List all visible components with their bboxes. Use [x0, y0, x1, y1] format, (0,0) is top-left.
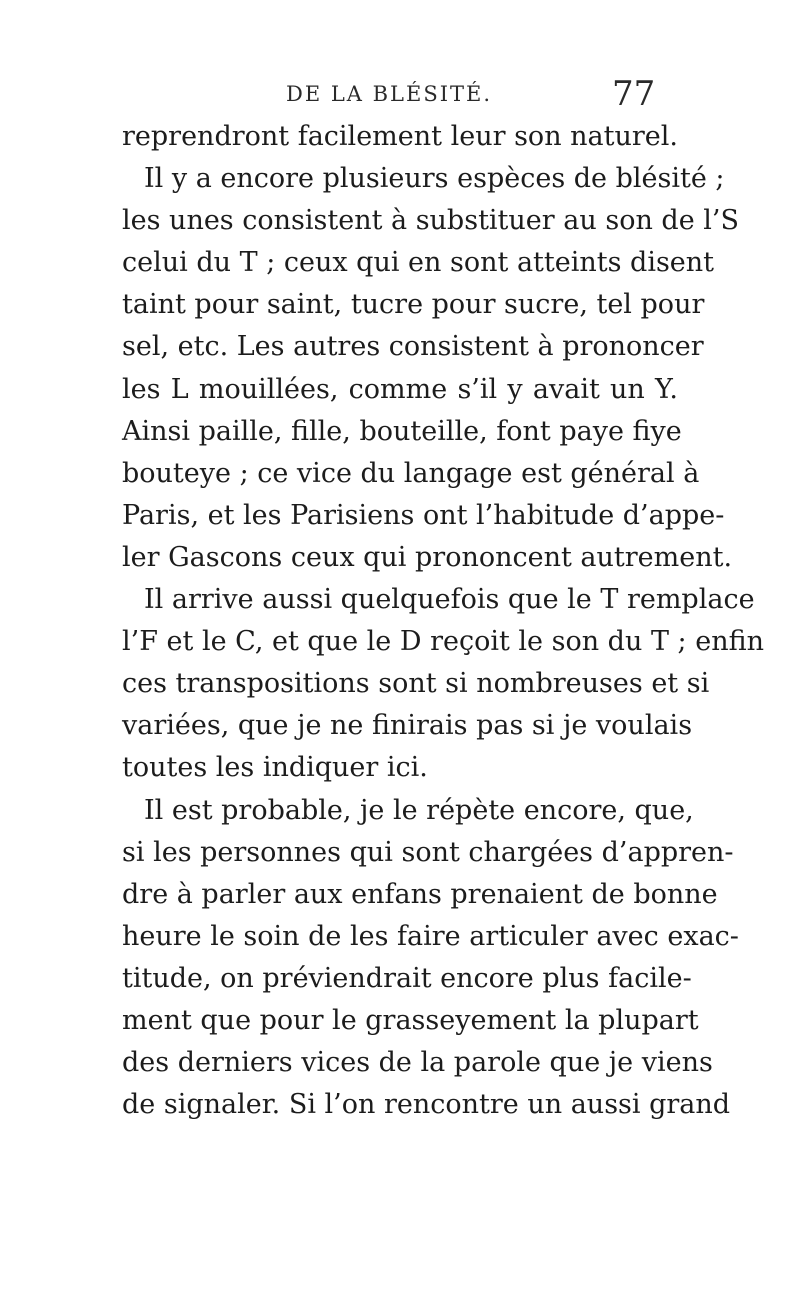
text-line: des derniers vices de la parole que je viens — [122, 1047, 713, 1079]
text-line: ces transpositions sont si nombreuses et si — [122, 668, 710, 700]
text-line: les L mouillées, comme s’il y avait un Y. — [122, 373, 678, 405]
text-line: heure le soin de les faire articuler avec exac- — [122, 920, 739, 952]
text-line: Il arrive aussi quelquefois que le T remplace — [144, 584, 755, 616]
text-line: Ainsi paille, fille, bouteille, font paye fiye — [122, 415, 682, 447]
text-line: ler Gascons ceux qui prononcent autrement. — [122, 541, 733, 573]
text-line: Il est probable, je le répète encore, que, — [144, 794, 694, 826]
text-line: reprendront facilement leur son naturel. — [122, 121, 678, 152]
text-line: ment que pour le grasseyement la plupart — [122, 1004, 699, 1036]
text-line: toutes les indiquer ici. — [122, 752, 428, 784]
running-title: DE LA BLÉSITÉ. — [286, 82, 493, 106]
text-line: taint pour saint, tucre pour sucre, tel pour — [122, 289, 705, 321]
page-number: 77 — [612, 74, 656, 114]
text-line: sel, etc. Les autres consistent à prononcer — [122, 331, 704, 363]
text-line: titude, on préviendrait encore plus facile- — [122, 962, 692, 994]
text-line: de signaler. Si l’on rencontre un aussi grand — [122, 1089, 731, 1121]
text-line: bouteye ; ce vice du langage est général à — [122, 457, 700, 489]
text-line: Il y a encore plusieurs espèces de blésité ; — [144, 163, 725, 195]
text-line: variées, que je ne finirais pas si je voulais — [122, 710, 693, 742]
text-line: si les personnes qui sont chargées d’appren- — [122, 836, 734, 868]
body-text — [122, 116, 764, 1126]
text-line: les unes consistent à substituer au son de l’S — [122, 205, 739, 237]
text-line: l’F et le C, et que le D reçoit le son du T ; enfin — [122, 626, 764, 658]
text-line: Paris, et les Parisiens ont l’habitude d’appe- — [122, 499, 725, 531]
text-line: dre à parler aux enfans prenaient de bonne — [122, 878, 718, 910]
text-line: celui du T ; ceux qui en sont atteints disent — [122, 247, 715, 279]
